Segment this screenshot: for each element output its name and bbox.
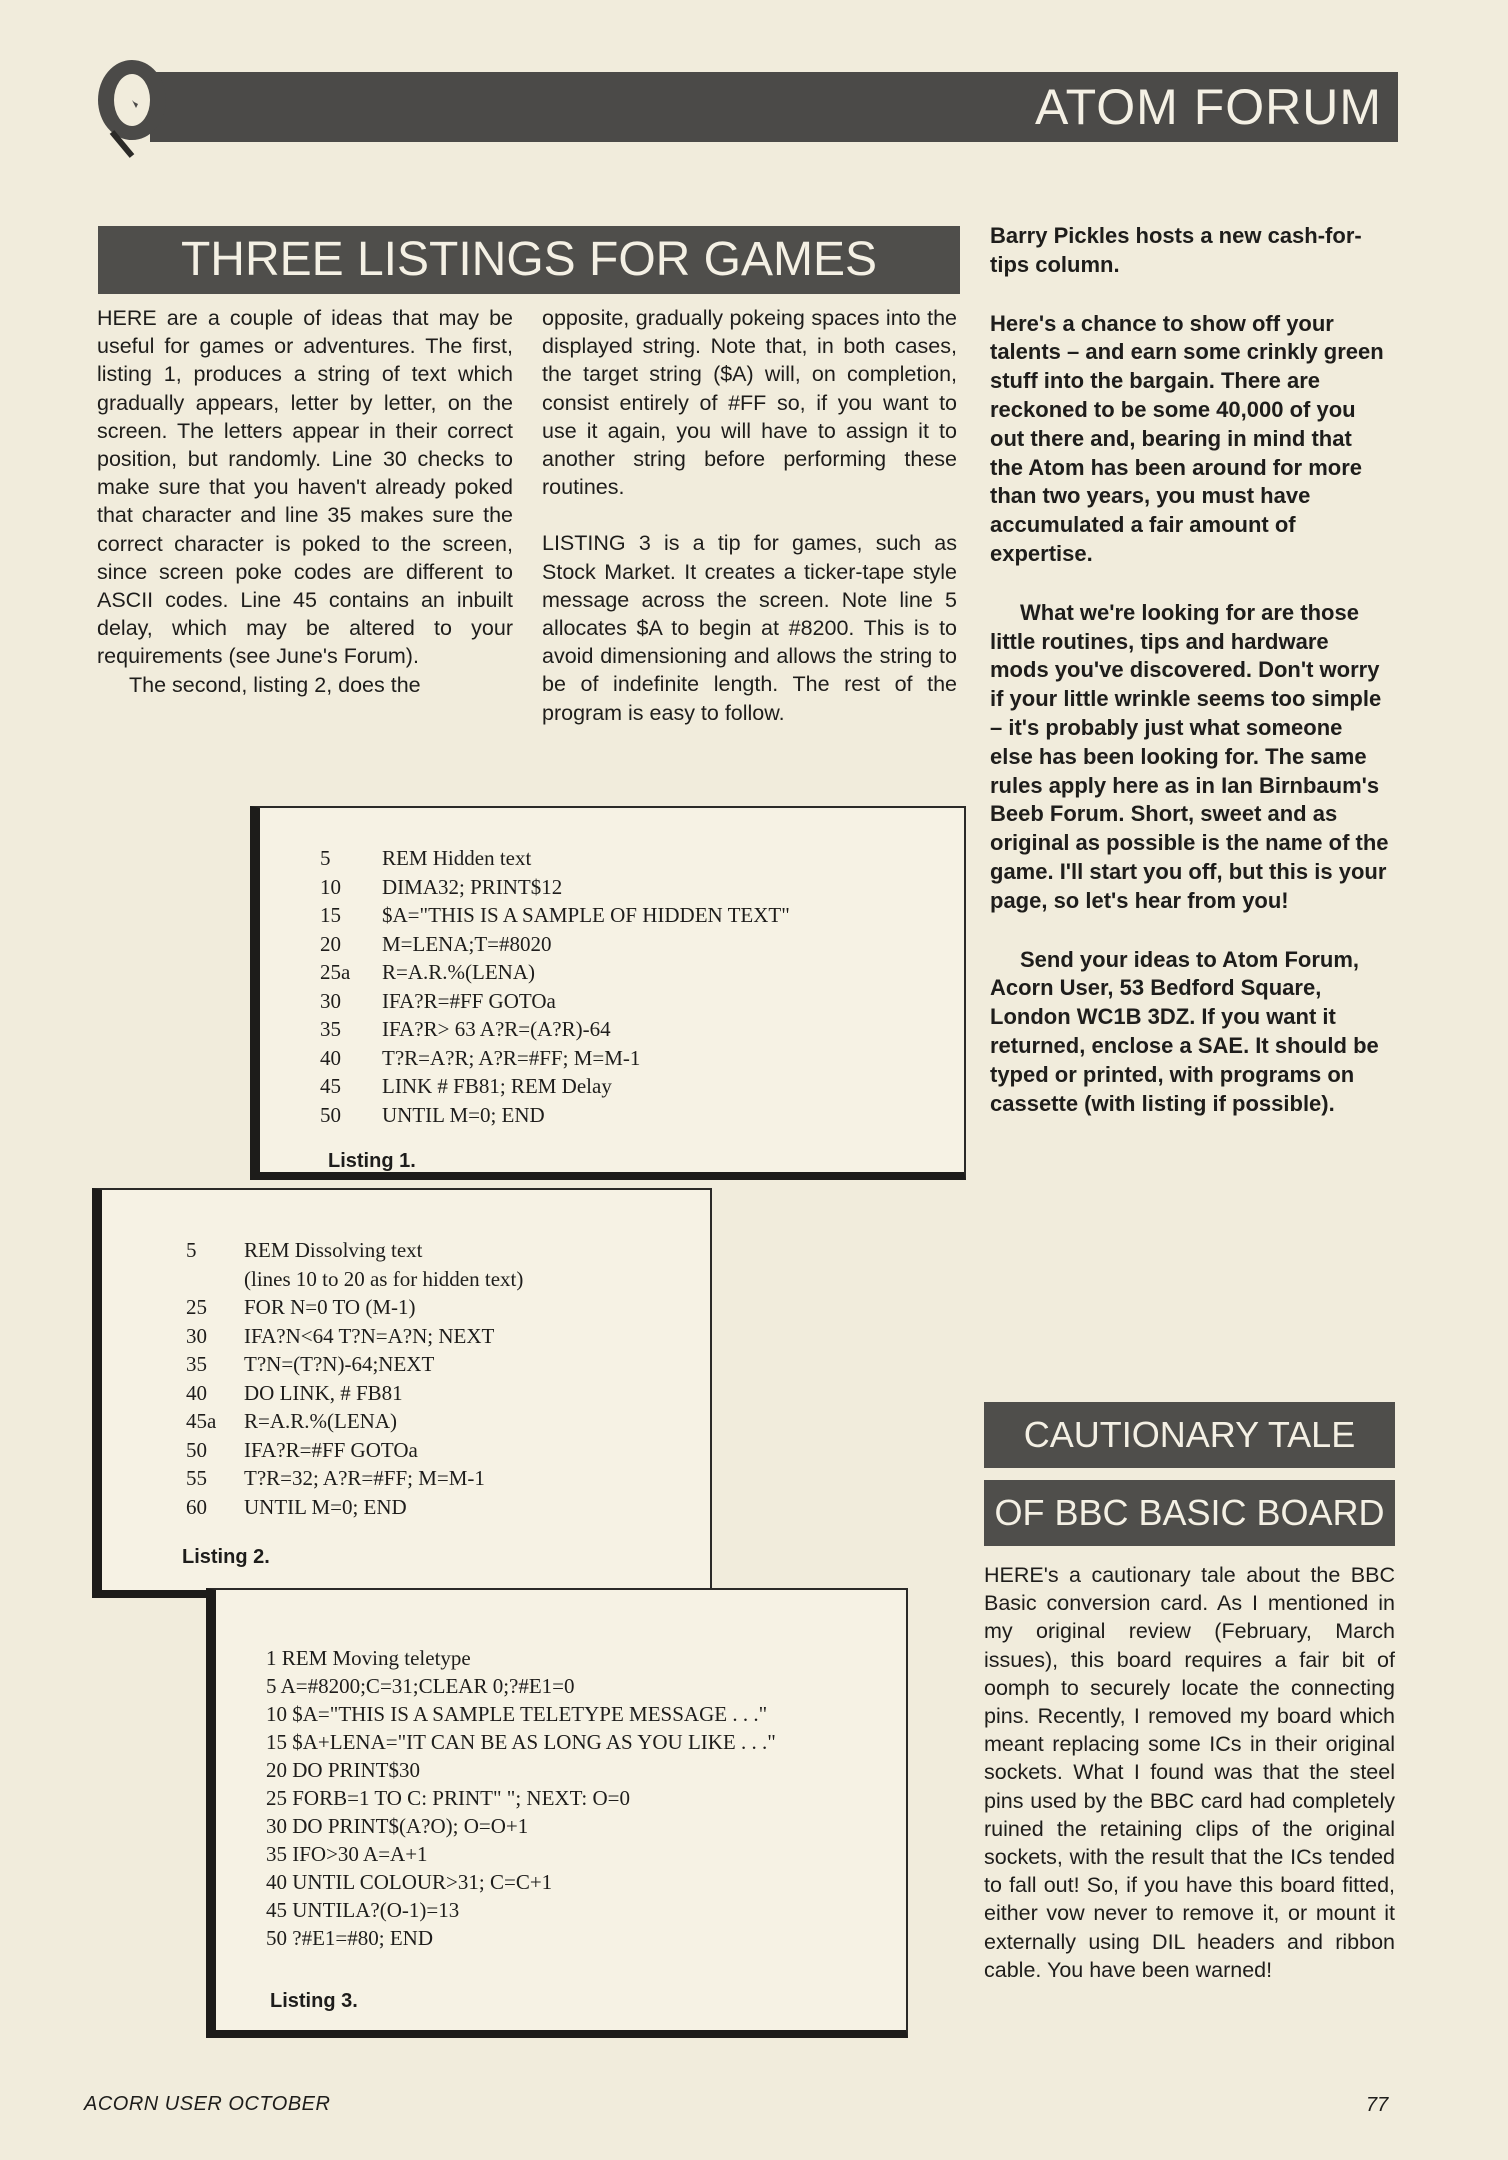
code-line xyxy=(186,1379,523,1408)
intro-address: Send your ideas to Atom Forum, Acorn User, 53 Bedford Square, London WC1B 3DZ. If you want it returned, enclose a SAE. It should be typed or printed, with programs on cassette (with listing if possible). xyxy=(990,946,1379,1116)
code-line xyxy=(320,873,790,902)
code-line xyxy=(186,1293,523,1322)
code-line xyxy=(320,1072,790,1101)
line-code: UNTIL M=0; END xyxy=(382,1102,545,1127)
code-line xyxy=(320,987,790,1016)
intro-column xyxy=(990,222,1390,1148)
line-code: IFA?R=#FF GOTOa xyxy=(244,1437,418,1462)
line-number: 40 xyxy=(320,1045,341,1070)
article-title: THREE LISTINGS FOR GAMES xyxy=(98,226,960,294)
beeb-forum-emphasis: Beeb Forum xyxy=(990,801,1119,827)
page-number: 77 xyxy=(1366,2094,1389,2116)
line-number: 30 xyxy=(186,1323,207,1348)
code-line xyxy=(320,1101,790,1130)
line-code: R=A.R.%(LENA) xyxy=(382,960,535,984)
code-line xyxy=(186,1407,523,1436)
line-code: REM Dissolving text xyxy=(244,1238,423,1262)
code-line xyxy=(186,1322,523,1351)
code-line: 20 DO PRINT$30 xyxy=(266,1758,421,1782)
code-line xyxy=(320,958,790,987)
line-number: 5 xyxy=(186,1238,197,1262)
q-logo-icon xyxy=(92,52,172,162)
code-line xyxy=(186,1464,523,1493)
line-code: T?R=A?R; A?R=#FF; M=M-1 xyxy=(382,1045,641,1070)
line-number: 55 xyxy=(186,1466,207,1490)
code-line xyxy=(186,1265,523,1294)
line-number: 50 xyxy=(186,1437,207,1462)
article-column-1 xyxy=(97,304,513,699)
intro-paragraph: What we're looking for are those little routines, tips and hardware mods you've discovered. Don't worry if your little wrinkle seems too simple – it's probably just what someone else has been looking for. The same rules apply here as in Ian Birnbaum's Beeb Forum. Short, sweet and as original as possible is the name of the game. I'll start you off, but this is your page, so let's hear from you! xyxy=(990,599,1389,913)
article-paragraph: The second, listing 2, does the xyxy=(129,672,421,697)
line-number: 35 xyxy=(186,1352,207,1376)
article-paragraph: LISTING 3 is a tip for games, such as Stock Market. It creates a ticker-tape style message across the screen. Note line 5 allocates $A to begin at #8200. This is to avoid dimensioning and allows the string to be of indefinite length. The rest of the program is easy to follow. xyxy=(542,531,957,725)
code-line: 30 DO PRINT$(A?O); O=O+1 xyxy=(266,1814,529,1838)
code-line: 25 FORB=1 TO C: PRINT" "; NEXT: O=0 xyxy=(266,1786,630,1810)
line-code: R=A.R.%(LENA) xyxy=(244,1409,397,1433)
line-code: $A="THIS IS A SAMPLE OF HIDDEN TEXT" xyxy=(382,903,790,927)
listing-1-code xyxy=(320,844,790,1129)
line-code: FOR N=0 TO (M-1) xyxy=(244,1295,416,1319)
code-line xyxy=(320,844,790,873)
code-line: 50 ?#E1=#80; END xyxy=(266,1926,433,1950)
code-line xyxy=(320,901,790,930)
line-number: 10 xyxy=(320,874,341,899)
tale-paragraph: HERE's a cautionary tale about the BBC Basic conversion card. As I mentioned in my original review (February, March issues), this board requires a fair bit of oomph to securely locate the connecting pins. Recently, I removed my board which meant replacing some ICs in their original sockets. What I found was that the steel pins used by the BBC card had completely ruined the retaining clips of the original sockets, with the result that the ICs tended to fall out! So, if you have this board fitted, either vow never to remove it, or mount it externally using DIL headers and ribbon cable. You have been warned! xyxy=(984,1563,1395,1982)
code-line xyxy=(186,1493,523,1522)
article-column-2 xyxy=(542,304,957,727)
code-line xyxy=(320,1044,790,1073)
article-paragraph: opposite, gradually pokeing spaces into the displayed string. Note that, in both cases, the target string ($A) will, on completion, consist entirely of #FF so, if you want to use it again, you will have to assign it to another string before performing these routines. xyxy=(542,306,957,500)
listing-1-box xyxy=(250,806,966,1180)
code-line: 15 $A+LENA="IT CAN BE AS LONG AS YOU LIKE . . ." xyxy=(266,1730,776,1754)
code-line: 45 UNTILA?(O-1)=13 xyxy=(266,1898,460,1922)
line-number: 15 xyxy=(320,903,341,927)
listing-1-caption: Listing 1. xyxy=(328,1150,416,1172)
listing-3-caption: Listing 3. xyxy=(270,1990,358,2012)
footer-publication: ACORN USER OCTOBER xyxy=(84,2093,331,2115)
code-line xyxy=(186,1436,523,1465)
line-number: 35 xyxy=(320,1017,341,1041)
line-code: IFA?R=#FF GOTOa xyxy=(382,988,556,1013)
line-code: T?N=(T?N)-64;NEXT xyxy=(244,1352,435,1376)
listing-3-code xyxy=(266,1644,776,1952)
line-number: 20 xyxy=(320,931,341,956)
code-line: 40 UNTIL COLOUR>31; C=C+1 xyxy=(266,1870,553,1894)
intro-standfirst: Barry Pickles hosts a new cash-for-tips column. xyxy=(990,223,1362,277)
code-line: 5 A=#8200;C=31;CLEAR 0;?#E1=0 xyxy=(266,1674,575,1698)
line-number: 50 xyxy=(320,1102,341,1127)
line-number: 25 xyxy=(186,1295,207,1319)
listing-2-box xyxy=(92,1188,712,1598)
listing-2-caption: Listing 2. xyxy=(182,1546,270,1568)
line-code: T?R=32; A?R=#FF; M=M-1 xyxy=(244,1466,485,1490)
line-code: UNTIL M=0; END xyxy=(244,1494,407,1519)
line-code: DO LINK, # FB81 xyxy=(244,1380,403,1405)
line-code: IFA?R> 63 A?R=(A?R)-64 xyxy=(382,1017,611,1041)
listing-2-code xyxy=(186,1236,523,1521)
line-number: 30 xyxy=(320,988,341,1013)
line-number: 5 xyxy=(320,846,331,870)
line-number: 25a xyxy=(320,960,351,984)
line-code: DIMA32; PRINT$12 xyxy=(382,874,563,899)
code-line: 10 $A="THIS IS A SAMPLE TELETYPE MESSAGE . . ." xyxy=(266,1702,768,1726)
line-number: 60 xyxy=(186,1494,207,1519)
code-line xyxy=(320,1015,790,1044)
line-code: LINK # FB81; REM Delay xyxy=(382,1074,612,1098)
line-number: 40 xyxy=(186,1380,207,1405)
intro-paragraph: Here's a chance to show off your talents – and earn some crinkly green stuff into the bargain. There are reckoned to be some 40,000 of you out there and, bearing in mind that the Atom has been around for more than two years, you must have accumulated a fair amount of expertise. xyxy=(990,310,1384,566)
line-number: 45a xyxy=(186,1409,217,1433)
code-line xyxy=(320,930,790,959)
listing-3-box xyxy=(206,1588,908,2038)
line-code: REM Hidden text xyxy=(382,846,532,870)
code-line xyxy=(186,1350,523,1379)
section-title: ATOM FORUM xyxy=(1034,79,1382,135)
article-paragraph: HERE are a couple of ideas that may be useful for games or adventures. The first, listing 1, produces a string of text which gradually appears, letter by letter, on the screen. The letters appear in their correct position, but randomly. Line 30 checks to make sure that you haven't already poked that character and line 35 makes sure the correct character is poked to the screen, since screen poke codes are different to ASCII codes. Line 45 contains an inbuilt delay, which may be altered to your requirements (see June's Forum). xyxy=(97,306,513,669)
code-line xyxy=(186,1236,523,1265)
tale-title-1: CAUTIONARY TALE xyxy=(984,1402,1395,1468)
your-emphasis: your xyxy=(1338,858,1387,884)
code-line: 1 REM Moving teletype xyxy=(266,1646,471,1670)
line-code: (lines 10 to 20 as for hidden text) xyxy=(244,1266,524,1291)
code-line: 35 IFO>30 A=A+1 xyxy=(266,1842,428,1866)
line-number xyxy=(186,1265,244,1294)
line-code: M=LENA;T=#8020 xyxy=(382,931,552,956)
tale-title-2: OF BBC BASIC BOARD xyxy=(984,1480,1395,1546)
line-code: IFA?N<64 T?N=A?N; NEXT xyxy=(244,1323,495,1348)
line-number: 45 xyxy=(320,1074,341,1098)
